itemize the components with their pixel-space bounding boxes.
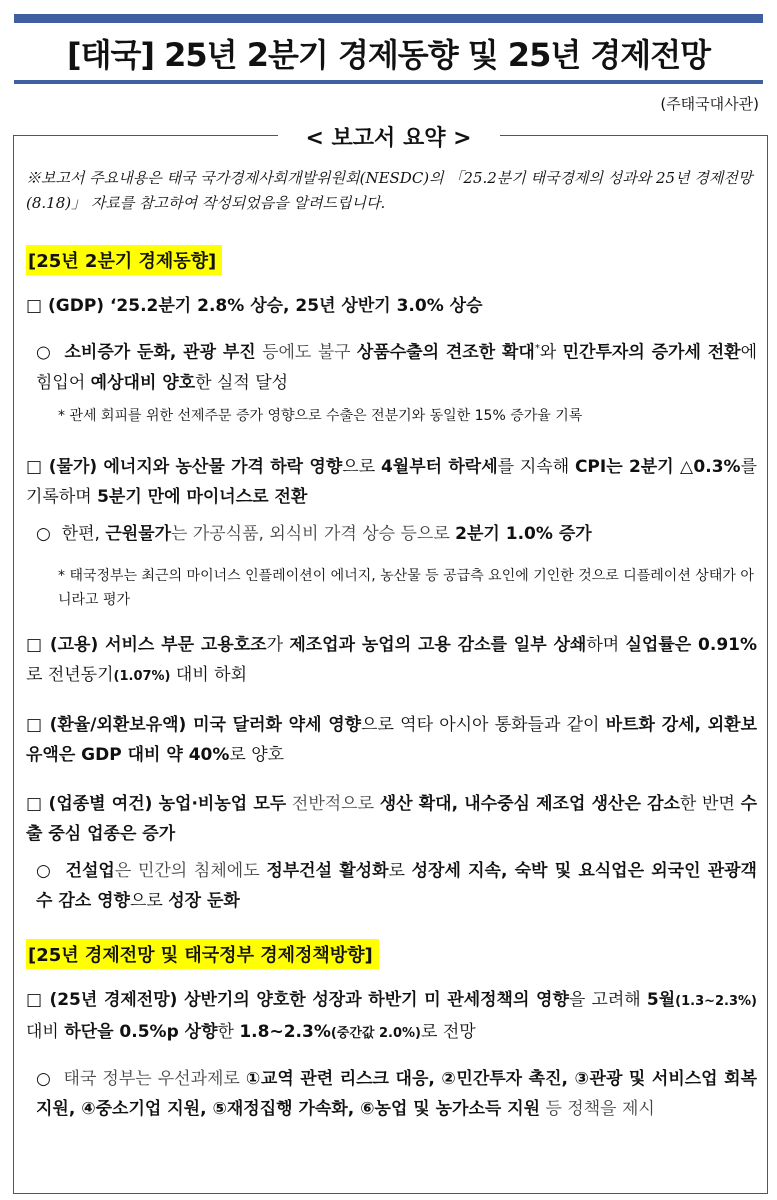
outlook-f: 하단을 0.5%p 상향: [64, 1022, 218, 1042]
fx-a: 미국 달러화 약세 영향: [186, 715, 362, 735]
industry-d: 한 반면: [679, 794, 741, 814]
industry-c: 생산 확대, 내수중심 제조업 생산은 감소: [379, 794, 680, 814]
gdp-sub-b: 등에도 불구: [255, 342, 357, 363]
price-a: 에너지와 농산물 가격 하락 영향: [97, 457, 343, 477]
page-title: [태국] 25년 2분기 경제동향 및 25년 경제전망: [66, 36, 711, 74]
employment-head: □ (고용): [26, 635, 99, 655]
employment-g: (1.07%): [113, 669, 171, 684]
gdp-sub-d: 와: [539, 342, 563, 363]
outlook-b: 을 고려해: [568, 990, 647, 1010]
bullet-circle: ○: [36, 1069, 64, 1089]
price-item: [26, 452, 757, 512]
outlook-head: □ (25년 경제전망): [26, 990, 178, 1010]
price-e: CPI는 2분기 △0.3%: [574, 457, 741, 477]
fx-head: □ (환율/외환보유액): [26, 715, 187, 735]
employment-b: 가: [266, 635, 290, 655]
price-sub-d: 2분기 1.0% 증가: [455, 524, 592, 544]
gdp-item: [26, 291, 757, 321]
industry-sub-b: 은 민간의 침체에도: [114, 861, 267, 881]
gdp-sub-h: 한 실적 달성: [195, 372, 289, 393]
outlook-item: [26, 985, 757, 1049]
price-g: 5분기 만에 마이너스로 전환: [97, 487, 308, 507]
gdp-text: ‘25.2분기 2.8% 상승, 25년 상반기 3.0% 상승: [104, 296, 483, 316]
outlook-h: 1.8~2.3%: [239, 1022, 331, 1042]
fx-c: 바트화 강세, 외환보유액은 GDP 대비 약 40%: [26, 715, 757, 765]
summary-title: < 보고서 요약 >: [305, 126, 472, 151]
fx-item: [26, 710, 757, 770]
employment-d: 하며: [586, 635, 626, 655]
price-sub-item: [36, 519, 757, 549]
industry-sub-g: 성장 둔화: [168, 891, 240, 911]
gdp-sub-f: 에 힘입어: [36, 342, 758, 393]
employment-item: [26, 630, 757, 692]
author-label: (주태국대사관): [660, 95, 759, 113]
industry-b: 전반적으로: [286, 794, 380, 814]
price-sub-a: 한편,: [61, 524, 106, 544]
outlook-j: 로 전망: [421, 1022, 476, 1042]
price-sub-c: 는 가공식품, 외식비 가격 상승 등으로: [171, 524, 456, 544]
industry-item: [26, 789, 757, 849]
report-note: ※보고서 주요내용은 태국 국가경제사회개발위원회(NESDC)의 「25.2분기 태국경제의 성과와 25년 경제전망(8.18)」 자료를 참고하여 작성되었음을 알려드립니다.: [26, 169, 753, 212]
gdp-sub-c: 상품수출의 견조한 확대: [356, 342, 535, 363]
industry-head: □ (업종별 여건): [26, 794, 153, 814]
gdp-footnote: * 관세 회피를 위한 선제주문 증가 영향으로 수출은 전분기와 동일한 15% 증가율 기록: [58, 408, 583, 424]
fx-d: 로 양호: [229, 745, 285, 765]
price-c: 4월부터 하락세: [380, 457, 498, 477]
outlook-g: 한: [217, 1022, 240, 1042]
gdp-sub-e: 민간투자의 증가세 전환: [562, 342, 741, 363]
outlook-i: (중간값 2.0%): [330, 1026, 421, 1041]
industry-sub-a: 건설업: [65, 861, 115, 881]
header-bottom-bar: [14, 80, 763, 84]
industry-sub-e: 성장세 지속, 숙박 및 요식업은 외국인 관광객 수 감소 영향: [36, 861, 757, 911]
price-b: 으로: [342, 457, 381, 477]
industry-sub-d: 로: [388, 861, 412, 881]
employment-e: 실업률은 0.91%: [625, 635, 758, 655]
price-head: □ (물가): [26, 457, 98, 477]
price-d: 를 지속해: [497, 457, 575, 477]
fx-b: 으로 역타 아시아 통화들과 같이: [361, 715, 606, 735]
outlook-a: 상반기의 양호한 성장과 하반기 미 관세정책의 영향: [177, 990, 569, 1010]
industry-e: 수출 중심 업종은 증가: [26, 794, 757, 844]
gdp-head: □ (GDP): [26, 296, 105, 316]
employment-h: 대비 하회: [170, 665, 247, 685]
outlook-c: 5월: [646, 990, 676, 1010]
outlook-sub-end: 등 정책을 제시: [540, 1099, 655, 1119]
priority-6: ⑥농업 및 농가소득 지원: [360, 1099, 541, 1119]
priority-3: ③관광 및 서비스업 회복 지원,: [36, 1069, 757, 1119]
industry-sub-c: 정부건설 활성화: [266, 861, 389, 881]
price-footnote: * 태국정부는 최근의 마이너스 인플레이션이 에너지, 농산물 등 공급측 요인에 기인한 것으로 디플레이션 상태가 아니라고 평가: [58, 568, 754, 608]
outlook-sub-a: 태국 정부는 우선과제로: [63, 1069, 246, 1089]
price-sub-b: 근원물가: [105, 524, 172, 544]
employment-c: 제조업과 농업의 고용 감소를 일부 상쇄: [289, 635, 587, 655]
section-heading-q2-trends: [25년 2분기 경제동향]: [26, 245, 222, 275]
priority-2: ②민간투자 촉진,: [441, 1069, 575, 1089]
section-heading-outlook: [25년 경제전망 및 태국정부 경제정책방향]: [26, 939, 379, 969]
employment-a: 서비스 부문 고용호조: [98, 635, 267, 655]
priority-1: ①교역 관련 리스크 대응,: [245, 1069, 442, 1089]
priority-4: ④중소기업 지원,: [81, 1099, 213, 1119]
industry-a: 농업·비농업 모두: [152, 794, 287, 814]
outlook-e: 대비: [26, 1022, 65, 1042]
industry-sub-item: [36, 856, 757, 916]
bullet-circle: ○: [36, 524, 62, 544]
gdp-sub-item: ○ 소비증가 둔화, 관광 부진 등에도 불구 상품수출의 견조한 확대*와 민간투자의 증가세 전환에 힘입어 예상대비 양호한 실적 달성: [36, 342, 758, 393]
bullet-circle: ○: [36, 342, 65, 363]
employment-f: 로 전년동기: [26, 665, 114, 685]
outlook-sub-item: [36, 1064, 757, 1124]
industry-sub-f: 으로: [129, 891, 169, 911]
bullet-circle: ○: [36, 861, 66, 881]
header-top-bar: [14, 14, 763, 23]
price-f: 를 기록하며: [26, 457, 758, 507]
outlook-d: (1.3~2.3%): [675, 994, 757, 1009]
priority-5: ⑤재정집행 가속화,: [212, 1099, 361, 1119]
gdp-sub-g: 예상대비 양호: [90, 372, 196, 393]
gdp-sub-a: 소비증가 둔화, 관광 부진: [64, 342, 256, 363]
